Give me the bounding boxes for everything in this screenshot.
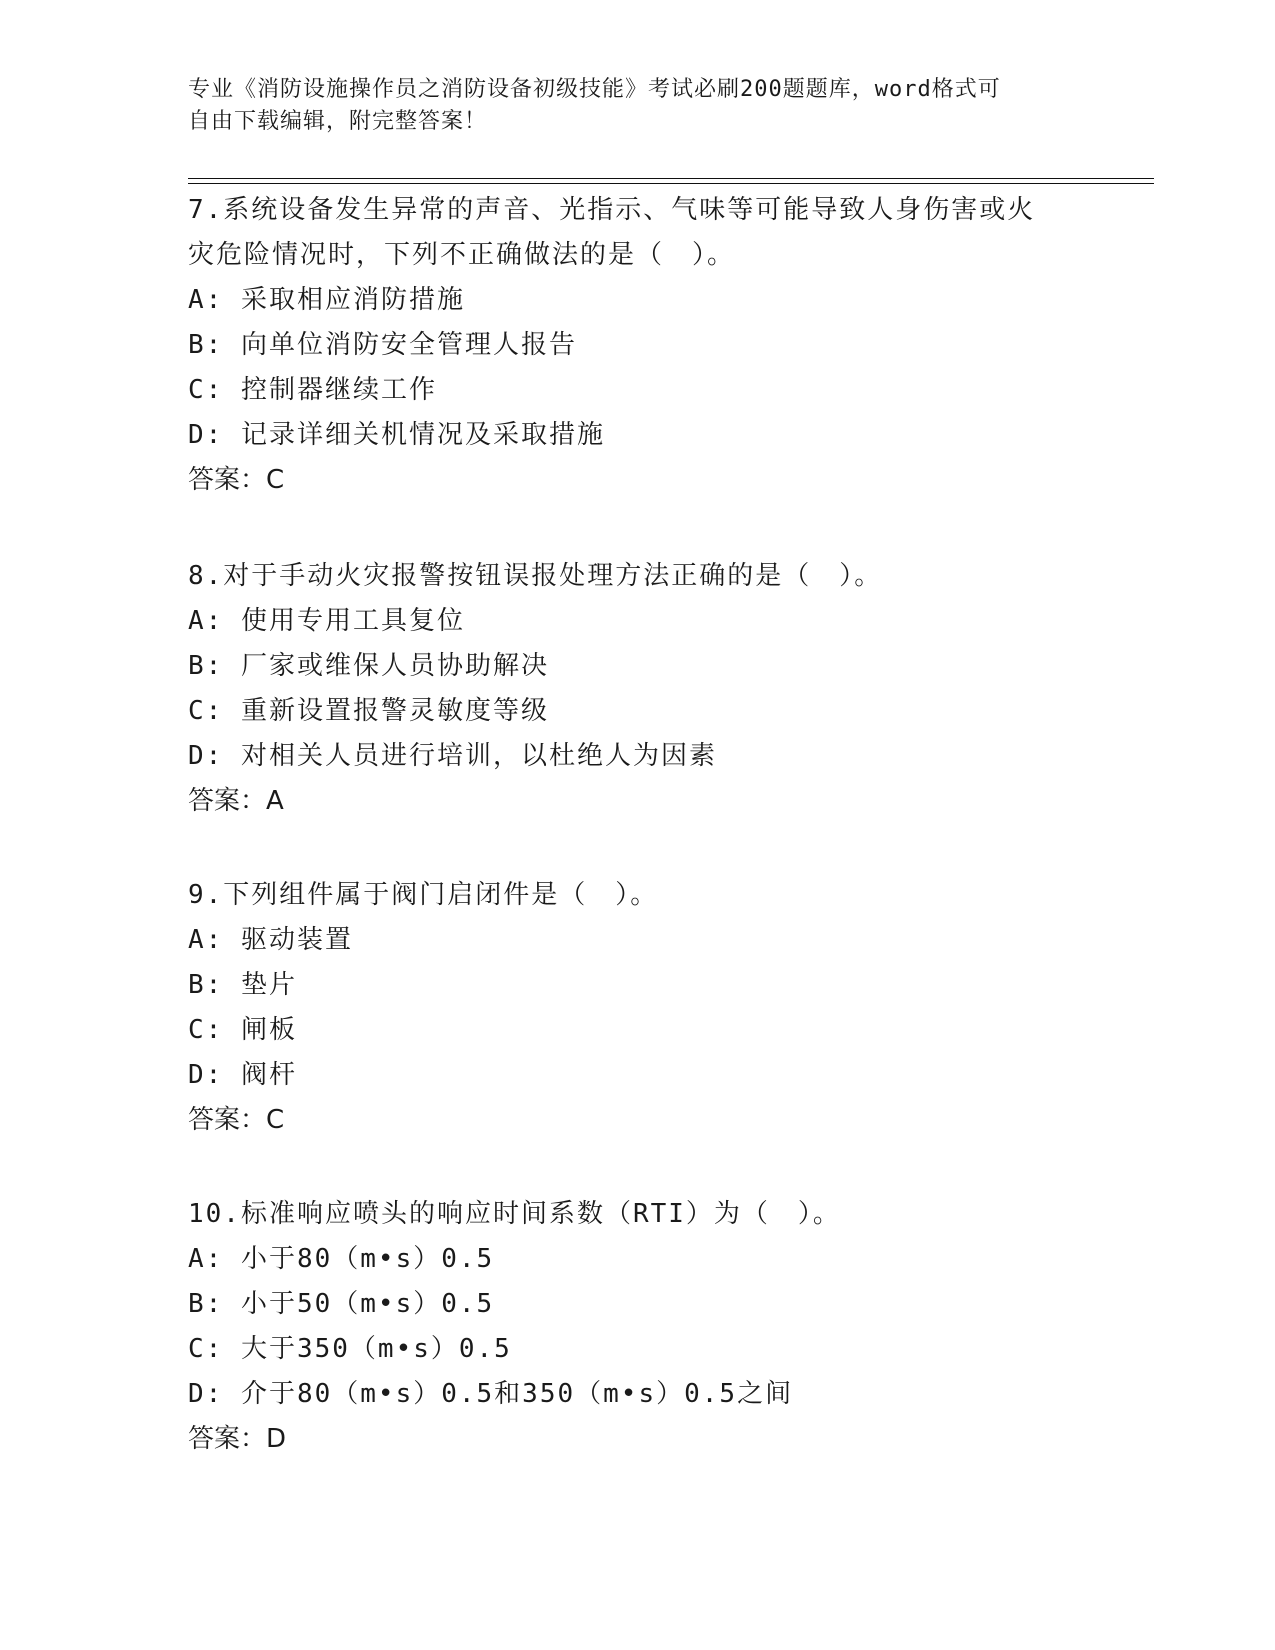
answer-line: 答案：D [188, 1424, 287, 1454]
option-c: C: 大于350（m•s）0.5 [188, 1334, 512, 1364]
option-d: D: 介于80（m•s）0.5和350（m•s）0.5之间 [188, 1379, 794, 1409]
option-d: D: 记录详细关机情况及采取措施 [188, 420, 605, 450]
option-d: D: 阀杆 [188, 1060, 297, 1090]
question-9 [188, 873, 1088, 1143]
header-divider-top [188, 178, 1154, 179]
header-line-2: 自由下载编辑，附完整答案！ [188, 109, 488, 134]
option-c: C: 重新设置报警灵敏度等级 [188, 696, 549, 726]
question-stem: 9.下列组件属于阀门启闭件是（ ）。 [188, 880, 659, 910]
option-c: C: 闸板 [188, 1015, 297, 1045]
answer-line: 答案：C [188, 465, 285, 495]
question-8 [188, 554, 1088, 824]
header-divider-bottom [188, 183, 1154, 184]
question-stem: 7.系统设备发生异常的声音、光指示、气味等可能导致人身伤害或火 [188, 195, 1036, 225]
option-a: A: 驱动装置 [188, 925, 353, 955]
answer-line: 答案：A [188, 786, 284, 816]
option-b: B: 向单位消防安全管理人报告 [188, 330, 577, 360]
option-b: B: 小于50（m•s）0.5 [188, 1289, 495, 1319]
header-line-1: 专业《消防设施操作员之消防设备初级技能》考试必刷200题题库，word格式可 [188, 77, 1001, 102]
question-stem: 8.对于手动火灾报警按钮误报处理方法正确的是（ ）。 [188, 561, 883, 591]
question-7 [188, 188, 1088, 503]
option-c: C: 控制器继续工作 [188, 375, 437, 405]
document-header [188, 74, 1078, 138]
option-a: A: 使用专用工具复位 [188, 606, 465, 636]
option-a: A: 采取相应消防措施 [188, 285, 465, 315]
option-b: B: 厂家或维保人员协助解决 [188, 651, 549, 681]
question-stem-continued: 灾危险情况时，下列不正确做法的是（ ）。 [188, 240, 736, 270]
option-d: D: 对相关人员进行培训，以杜绝人为因素 [188, 741, 717, 771]
question-10 [188, 1192, 1088, 1462]
option-b: B: 垫片 [188, 970, 297, 1000]
answer-line: 答案：C [188, 1105, 285, 1135]
option-a: A: 小于80（m•s）0.5 [188, 1244, 495, 1274]
question-stem: 10.标准响应喷头的响应时间系数（RTI）为（ ）。 [188, 1199, 841, 1229]
